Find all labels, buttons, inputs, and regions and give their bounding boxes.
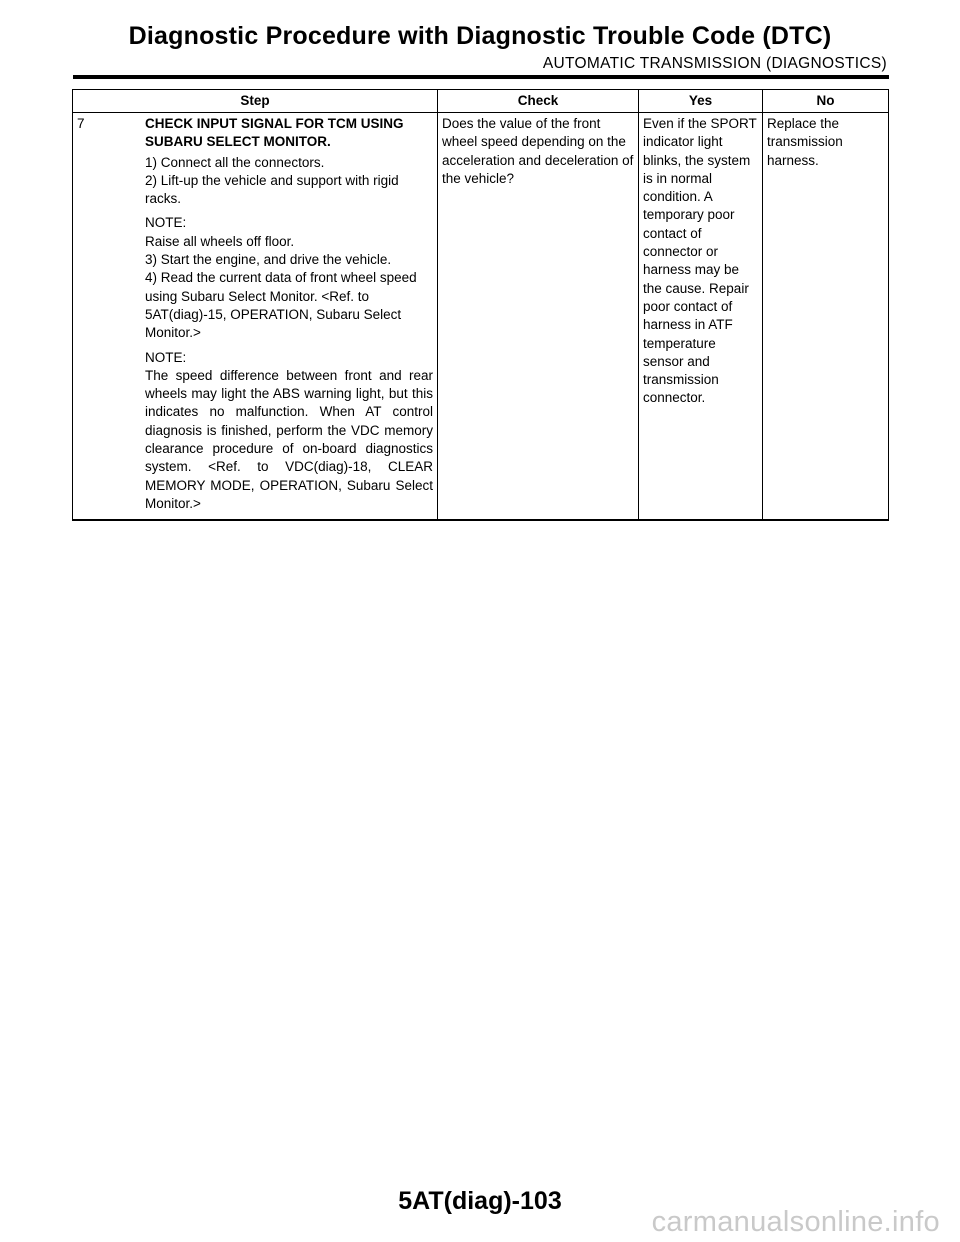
- note-label-2: NOTE:: [145, 349, 187, 365]
- title-rule: [73, 75, 889, 79]
- watermark: carmanualsonline.info: [651, 1206, 940, 1238]
- note-label: NOTE:: [145, 215, 187, 231]
- instruction-4: 4) Read the current data of front wheel speed using Subaru Select Monitor. <Ref. to 5AT(diag)-15, OPERATION, Subaru Select Monitor.>: [145, 270, 417, 341]
- table-header-row: [73, 90, 889, 113]
- no-cell: Replace the transmission harness.: [763, 113, 889, 521]
- instruction-2: 2) Lift-up the vehicle and support with rigid racks.: [145, 172, 399, 207]
- page-number: 5AT(diag)-103: [398, 1187, 562, 1215]
- diagnostic-table: [72, 89, 889, 521]
- column-header-step: Step: [73, 90, 438, 113]
- step-heading: CHECK INPUT SIGNAL FOR TCM USING SUBARU SELECT MONITOR.: [145, 116, 404, 150]
- column-header-yes: Yes: [639, 90, 763, 113]
- table-row: [73, 113, 889, 521]
- yes-cell: Even if the SPORT indicator light blinks, the system is in normal condition. A temporary poor contact of connector or harness may be the cause. Repair poor contact of harness in ATF temperature sensor and transmission connector.: [639, 113, 763, 521]
- page-title: Diagnostic Procedure with Diagnostic Trouble Code (DTC): [128, 22, 832, 50]
- step-number: 7: [77, 116, 85, 131]
- column-header-no: No: [763, 90, 889, 113]
- note-text: Raise all wheels off floor.: [145, 233, 295, 249]
- instruction-3: 3) Start the engine, and drive the vehicle.: [145, 252, 392, 268]
- instruction-1: 1) Connect all the connectors.: [145, 154, 325, 170]
- column-header-check: Check: [438, 90, 639, 113]
- section-subtitle: AUTOMATIC TRANSMISSION (DIAGNOSTICS): [542, 55, 887, 72]
- note-text-2: The speed difference between front and rear wheels may light the ABS warning light, but this indicates no malfunction. When AT control diagnosis is finished, perform the VDC memory clearance procedure of on-board diagnostics system. <Ref. to VDC(diag)-18, CLEAR MEMORY MODE, OPERATION, Subaru Select Monitor.>: [145, 367, 433, 511]
- step-cell: [73, 113, 438, 521]
- check-cell: Does the value of the front wheel speed depending on the acceleration and deceleration of the vehicle?: [438, 113, 639, 521]
